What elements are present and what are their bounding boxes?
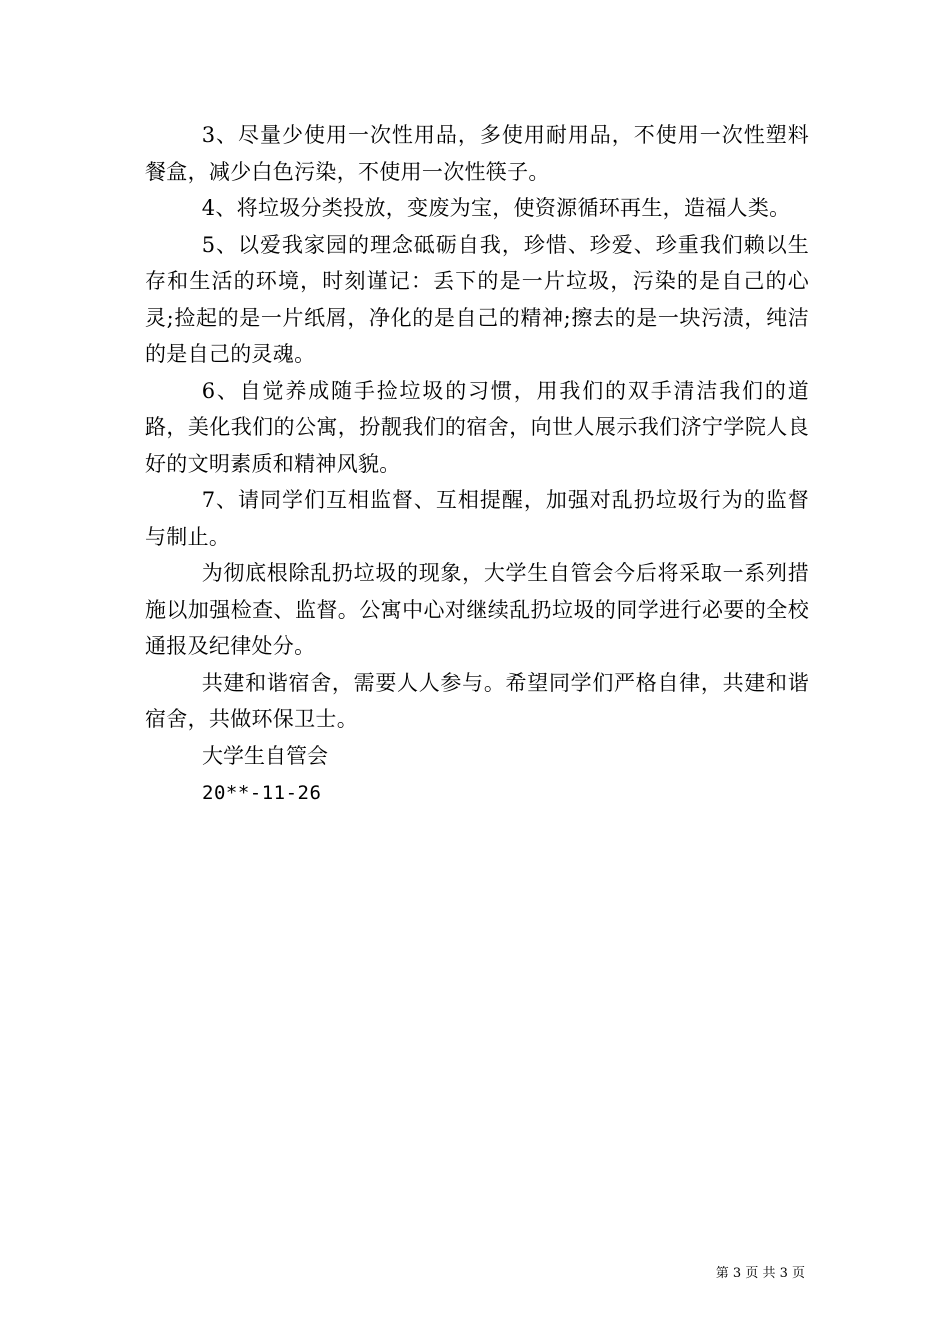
signature-date-line [145,774,809,812]
paragraph-item-7: 7、请同学们互相监督、互相提醒，加强对乱扔垃圾行为的监督与制止。 [145,488,809,549]
document-body [145,117,809,812]
paragraph-item-5: 5、以爱我家园的理念砥砺自我，珍惜、珍爱、珍重我们赖以生存和生活的环境，时刻谨记：丢下的是一片垃圾，污染的是自己的心灵;捡起的是一片纸屑，净化的是自己的精神;擦去的是一块污渍，纯洁的是自己的灵魂。 [145,232,809,366]
paragraph-closing: 共建和谐宿舍，需要人人参与。希望同学们严格自律，共建和谐宿舍，共做环保卫士。 [145,670,809,731]
signature-date: 20**-11-26 [202,782,322,804]
paragraph-item-6: 6、自觉养成随手捡垃圾的习惯，用我们的双手清洁我们的道路，美化我们的公寓，扮靓我们的宿舍，向世人展示我们济宁学院人良好的文明素质和精神风貌。 [145,378,809,476]
signature: 大学生自管会 [202,743,328,768]
paragraph-measures: 为彻底根除乱扔垃圾的现象，大学生自管会今后将采取一系列措施以加强检查、监督。公寓中心对继续乱扔垃圾的同学进行必要的全校通报及纪律处分。 [145,561,809,658]
paragraph-item-4: 4、将垃圾分类投放，变废为宝，使资源循环再生，造福人类。 [201,196,791,220]
paragraph-item-3: 3、尽量少使用一次性用品，多使用耐用品，不使用一次性塑料餐盒，减少白色污染，不使用一次性筷子。 [145,123,809,184]
page-number-footer: 第 3 页 共 3 页 [715,1266,805,1281]
